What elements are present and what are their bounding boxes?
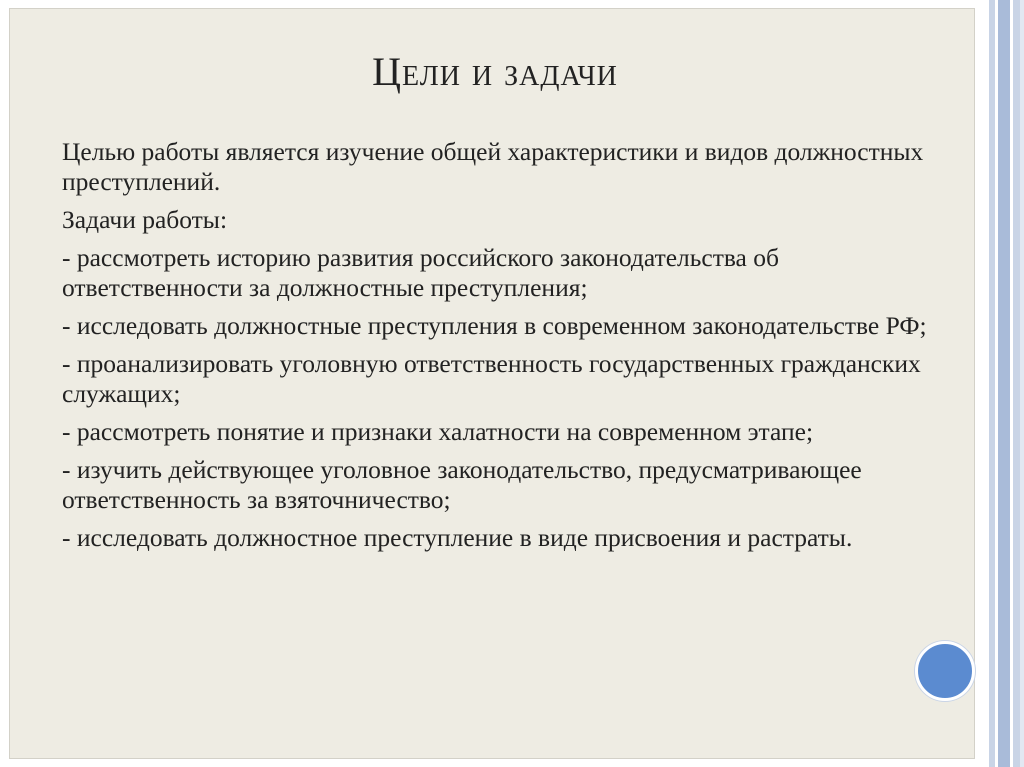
task-item: - проанализировать уголовную ответственность государственных гражданских служащих;	[62, 349, 921, 408]
decorative-circle	[915, 641, 975, 701]
stripe	[1020, 0, 1024, 767]
stripe	[998, 0, 1010, 767]
stripe	[1013, 0, 1020, 767]
task-item: - исследовать должностные преступления в современном законодательстве РФ;	[62, 311, 927, 340]
task-item: - изучить действующее уголовное законодательство, предусматривающее ответственность за взяточничество;	[62, 455, 862, 514]
task-item: - рассмотреть понятие и признаки халатности на современном этапе;	[62, 417, 814, 446]
slide-title: Цели и задачи	[372, 49, 618, 94]
task-item: - исследовать должностное преступление в виде присвоения и растраты.	[62, 523, 853, 552]
stripe	[980, 0, 989, 767]
task-item: - рассмотреть историю развития российского законодательства об ответственности за должностные преступления;	[62, 243, 779, 302]
goal-paragraph: Целью работы является изучение общей характеристики и видов должностных преступлений.	[62, 137, 924, 196]
slide-body	[62, 137, 962, 561]
decorative-stripes	[980, 0, 1024, 767]
tasks-heading: Задачи работы:	[62, 205, 228, 234]
